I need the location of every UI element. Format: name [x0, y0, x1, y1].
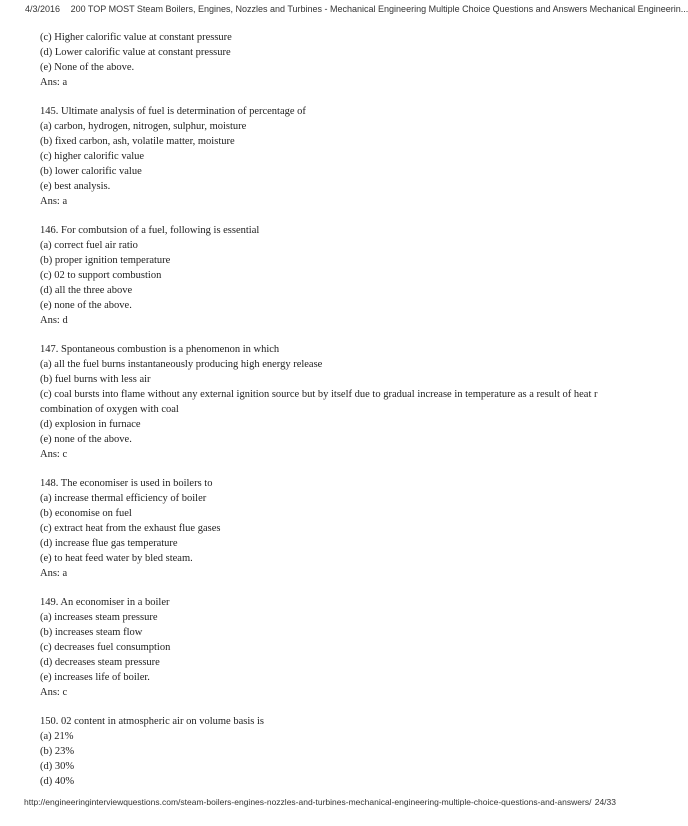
answer-option: (c) decreases fuel consumption — [40, 642, 171, 653]
question-block — [40, 104, 638, 209]
question-text: 149. An economiser in a boiler — [40, 597, 170, 608]
question-block — [40, 714, 638, 789]
answer-option: (e) none of the above. — [40, 300, 132, 311]
answer-option: (b) 23% — [40, 746, 75, 757]
block-spacer — [40, 581, 638, 595]
question-text: 148. The economiser is used in boilers to — [40, 478, 213, 489]
answer-option: (b) economise on fuel — [40, 508, 132, 519]
answer-option: (e) none of the above. — [40, 434, 132, 445]
answer-option: (b) fuel burns with less air — [40, 374, 151, 385]
answer-option: (a) all the fuel burns instantaneously producing high energy release — [40, 359, 323, 370]
document-title: 200 TOP MOST Steam Boilers, Engines, Nozzles and Turbines - Mechanical Engineering Multiple Choice Questions and Answers Mechanical Engineerin... — [70, 4, 688, 14]
answer-option: (c) Higher calorific value at constant pressure — [40, 32, 232, 43]
answer-option: (b) lower calorific value — [40, 166, 142, 177]
question-block — [40, 595, 638, 700]
answer-option: (a) carbon, hydrogen, nitrogen, sulphur, moisture — [40, 121, 247, 132]
print-footer — [24, 796, 616, 808]
answer-option: (d) Lower calorific value at constant pressure — [40, 47, 231, 58]
block-spacer — [40, 90, 638, 104]
answer-option: (d) increase flue gas temperature — [40, 538, 178, 549]
source-url[interactable]: http://engineeringinterviewquestions.com/steam-boilers-engines-nozzles-and-turbines-mechanical-engineering-multiple-choice-questions-and-answers/ — [24, 797, 592, 807]
question-text: 147. Spontaneous combustion is a phenomenon in which — [40, 344, 280, 355]
answer-option: (d) 30% — [40, 761, 75, 772]
question-text: 150. 02 content in atmospheric air on volume basis is — [40, 716, 264, 727]
answer-option: (d) explosion in furnace — [40, 419, 141, 430]
question-text: 145. Ultimate analysis of fuel is determination of percentage of — [40, 106, 306, 117]
question-block — [40, 476, 638, 581]
answer-key: Ans: a — [40, 77, 68, 88]
question-block — [40, 223, 638, 328]
question-block — [40, 342, 638, 462]
print-date: 4/3/2016 — [25, 4, 61, 14]
answer-option: (e) best analysis. — [40, 181, 111, 192]
answer-option: (b) proper ignition temperature — [40, 255, 171, 266]
answer-option: (d) decreases steam pressure — [40, 657, 160, 668]
answer-option: (c) coal bursts into flame without any external ignition source but by itself due to gradual increase in temperature as a result of heat r — [40, 389, 598, 400]
answer-option: (d) 40% — [40, 776, 75, 787]
answer-option: (b) fixed carbon, ash, volatile matter, moisture — [40, 136, 235, 147]
document-content — [40, 30, 638, 789]
question-block — [40, 30, 638, 90]
answer-option: (a) increases steam pressure — [40, 612, 158, 623]
answer-key: Ans: d — [40, 315, 68, 326]
answer-key: Ans: a — [40, 196, 68, 207]
answer-option: (c) higher calorific value — [40, 151, 145, 162]
answer-option: (d) all the three above — [40, 285, 133, 296]
block-spacer — [40, 700, 638, 714]
print-header — [25, 2, 688, 16]
block-spacer — [40, 209, 638, 223]
page-number: 24/33 — [594, 797, 616, 807]
block-spacer — [40, 328, 638, 342]
answer-option: (a) correct fuel air ratio — [40, 240, 138, 251]
answer-option: (e) None of the above. — [40, 62, 135, 73]
answer-key: Ans: c — [40, 449, 68, 460]
answer-option: (c) extract heat from the exhaust flue gases — [40, 523, 221, 534]
answer-option: (e) increases life of boiler. — [40, 672, 150, 683]
answer-option: (a) increase thermal efficiency of boiler — [40, 493, 207, 504]
question-text: 146. For combutsion of a fuel, following is essential — [40, 225, 260, 236]
answer-option: (c) 02 to support combustion — [40, 270, 162, 281]
block-spacer — [40, 462, 638, 476]
answer-option: combination of oxygen with coal — [40, 404, 179, 415]
answer-option: (a) 21% — [40, 731, 74, 742]
answer-key: Ans: a — [40, 568, 68, 579]
answer-option: (b) increases steam flow — [40, 627, 143, 638]
answer-option: (e) to heat feed water by bled steam. — [40, 553, 193, 564]
answer-key: Ans: c — [40, 687, 68, 698]
